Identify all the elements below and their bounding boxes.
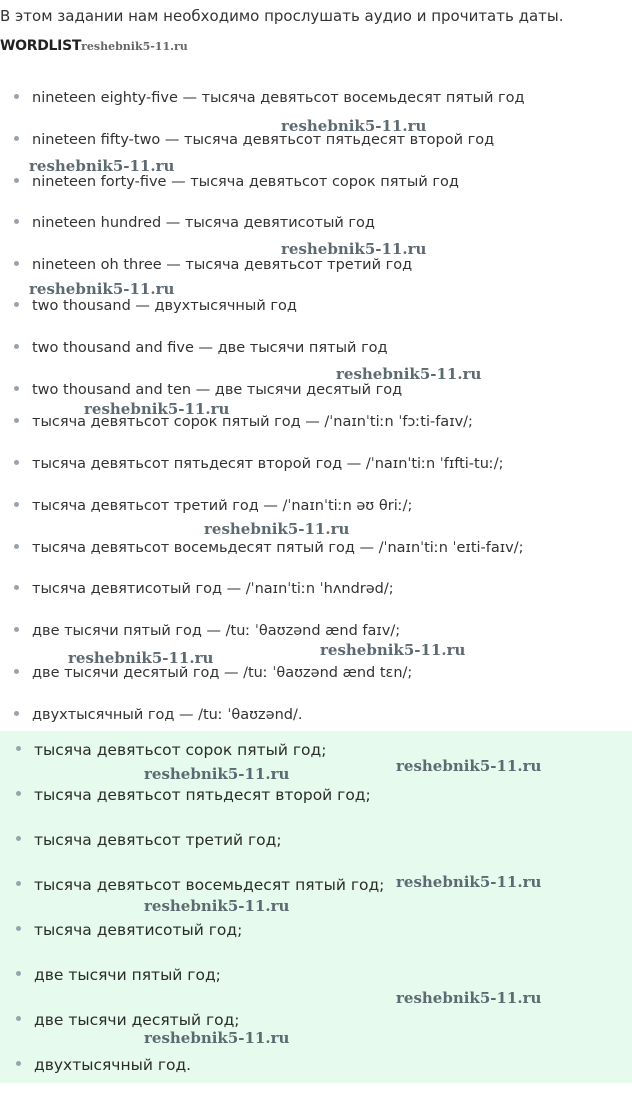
wordlist-title: WORDLIST <box>0 38 82 54</box>
answer-item: тысяча девятьсот третий год; <box>16 831 282 849</box>
watermark: reshebnik5-11.ru <box>29 280 175 298</box>
watermark: reshebnik5-11.ru <box>144 1029 290 1047</box>
list-item: тысяча девятьсот сорок пятый год — /ˈnaɪnˈtiːn ˈfɔːti-faɪv/; <box>14 414 473 430</box>
bullet-icon <box>14 544 19 549</box>
intro-text: В этом задании нам необходимо прослушать аудио и прочитать даты. <box>0 7 564 25</box>
watermark: reshebnik5-11.ru <box>396 873 542 891</box>
bullet-icon <box>14 669 19 674</box>
bullet-icon <box>14 502 19 507</box>
watermark: reshebnik5-11.ru <box>144 897 290 915</box>
answer-item: тысяча девятьсот пятьдесят второй год; <box>16 786 371 804</box>
bullet-icon <box>16 1061 21 1066</box>
bullet-icon <box>14 585 19 590</box>
answer-item: двухтысячный год. <box>16 1056 191 1074</box>
list-item: двухтысячный год — /tuː ˈθaʊzənd/. <box>14 707 302 723</box>
bullet-icon <box>16 926 21 931</box>
list-item: тысяча девятьсот восемьдесят пятый год — /ˈnaɪnˈtiːn ˈeɪti-faɪv/; <box>14 540 524 556</box>
bullet-icon <box>14 711 19 716</box>
answer-item: две тысячи десятый год; <box>16 1011 240 1029</box>
answer-item: тысяча девятисотый год; <box>16 921 242 939</box>
list-item: two thousand — двухтысячный год <box>14 298 297 314</box>
bullet-icon <box>14 386 19 391</box>
bullet-icon <box>16 881 21 886</box>
bullet-icon <box>14 627 19 632</box>
watermark: reshebnik5-11.ru <box>204 520 350 538</box>
watermark: reshebnik5-11.ru <box>281 117 427 135</box>
answer-item: тысяча девятьсот восемьдесят пятый год; <box>16 876 384 894</box>
list-item: nineteen fifty-two — тысяча девятьсот пятьдесят второй год <box>14 132 494 148</box>
wordlist-heading <box>0 38 188 54</box>
answer-item: две тысячи пятый год; <box>16 966 221 984</box>
bullet-icon <box>16 971 21 976</box>
list-item: two thousand and five — две тысячи пятый год <box>14 340 388 356</box>
bullet-icon <box>14 302 19 307</box>
list-item: тысяча девятисотый год — /ˈnaɪnˈtiːn ˈhʌndrəd/; <box>14 581 394 597</box>
list-item: two thousand and ten — две тысячи десятый год <box>14 382 402 398</box>
watermark: reshebnik5-11.ru <box>29 157 175 175</box>
list-item: nineteen hundred — тысяча девятисотый год <box>14 215 375 231</box>
bullet-icon <box>14 136 19 141</box>
answer-item: тысяча девятьсот сорок пятый год; <box>16 741 326 759</box>
bullet-icon <box>14 178 19 183</box>
list-item: две тысячи десятый год — /tuː ˈθaʊzənd ænd tɛn/; <box>14 665 412 681</box>
watermark: reshebnik5-11.ru <box>281 240 427 258</box>
bullet-icon <box>14 460 19 465</box>
bullet-icon <box>14 261 19 266</box>
bullet-icon <box>16 791 21 796</box>
watermark: reshebnik5-11.ru <box>396 989 542 1007</box>
list-item: nineteen eighty-five — тысяча девятьсот восемьдесят пятый год <box>14 90 525 106</box>
watermark: reshebnik5-11.ru <box>68 649 214 667</box>
watermark: reshebnik5-11.ru <box>84 400 230 418</box>
watermark: reshebnik5-11.ru <box>396 757 542 775</box>
answer-box <box>0 731 632 1083</box>
bullet-icon <box>16 836 21 841</box>
watermark: reshebnik5-11.ru <box>320 641 466 659</box>
list-item: тысяча девятьсот пятьдесят второй год — /ˈnaɪnˈtiːn ˈfɪfti-tuː/; <box>14 456 504 472</box>
bullet-icon <box>14 344 19 349</box>
list-item: две тысячи пятый год — /tuː ˈθaʊzənd ænd faɪv/; <box>14 623 400 639</box>
list-item: nineteen oh three — тысяча девятьсот третий год <box>14 257 412 273</box>
list-item: тысяча девятьсот третий год — /ˈnaɪnˈtiːn əʊ θriː/; <box>14 498 412 514</box>
bullet-icon <box>14 418 19 423</box>
bullet-icon <box>16 1016 21 1021</box>
list-item: nineteen forty-five — тысяча девятьсот сорок пятый год <box>14 174 459 190</box>
watermark: reshebnik5-11.ru <box>336 365 482 383</box>
bullet-icon <box>16 746 21 751</box>
watermark: reshebnik5-11.ru <box>144 765 290 783</box>
bullet-icon <box>14 94 19 99</box>
inline-watermark: reshebnik5-11.ru <box>81 40 188 53</box>
bullet-icon <box>14 219 19 224</box>
